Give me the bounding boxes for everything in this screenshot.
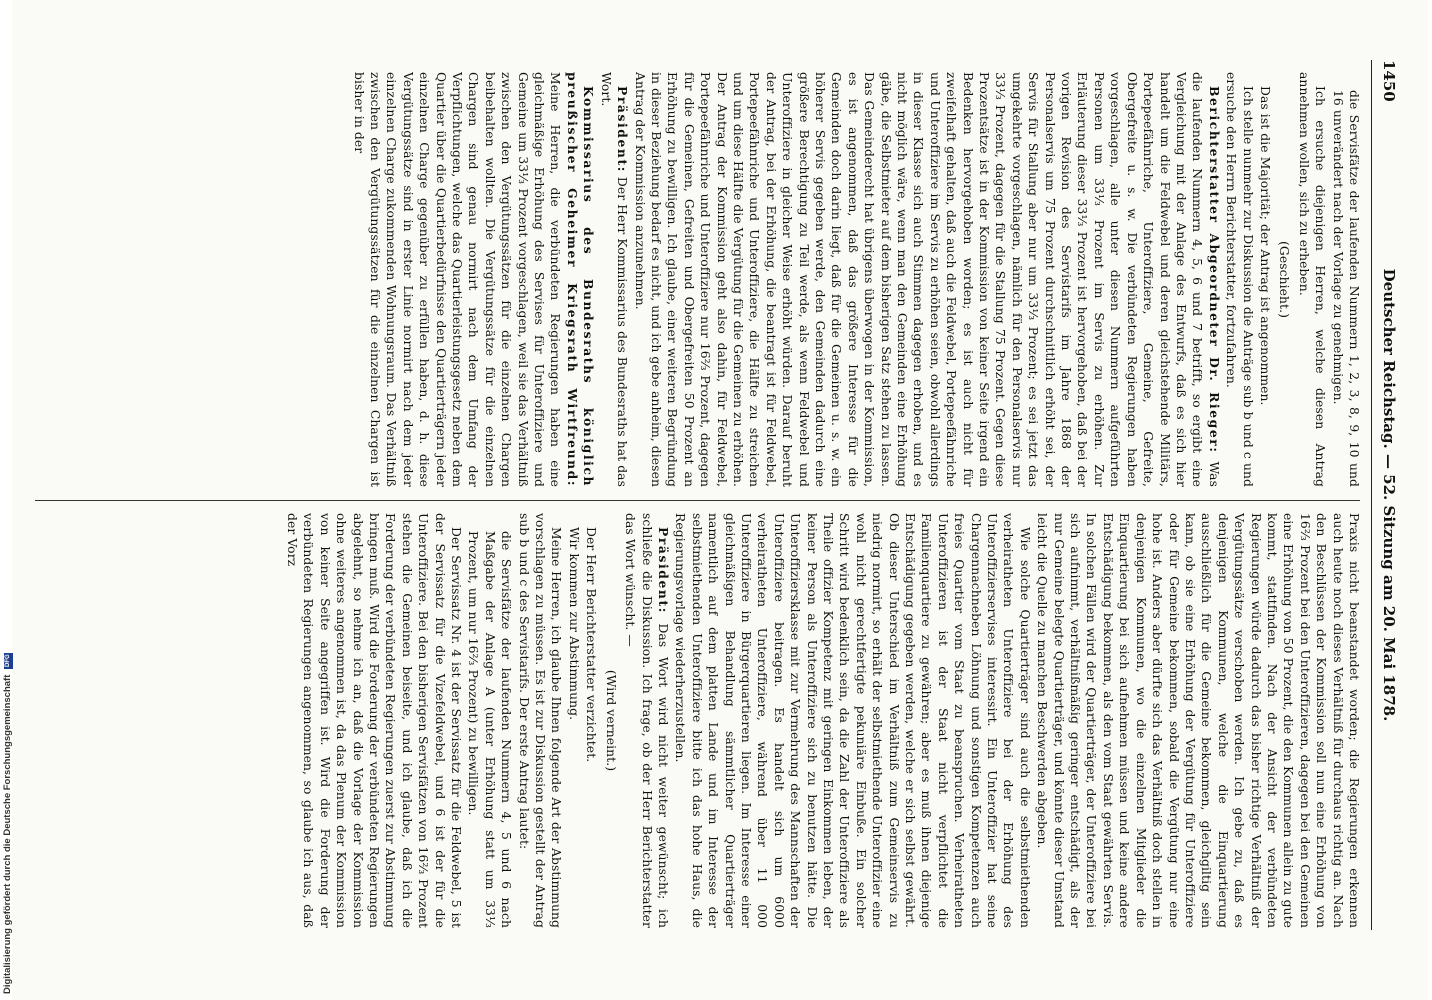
column-divider xyxy=(35,500,1360,501)
page-number: 1450 xyxy=(1380,60,1398,102)
paragraph: Ich stelle nunmehr zur Diskussion die Anträge sub b und c und ersuche den Herrn Berichterstatter, fortzufahren. xyxy=(1224,72,1255,487)
speech-paragraph xyxy=(631,72,1222,487)
speech-text: Meine Herren, die verbündeten Regierungen haben eine gleichmäßige Erhöhung des Servises für Unteroffiziere und Gemeine um 33⅓ Prozent vorgeschlagen, weil sie das Verhältniß zwischen den Vergütungssätzen für die einzelnen Chargen beibehalten wollten. Die Vergütungssätze für die einzelnen Chargen sind genau normirt nach dem Umfang der Verpflichtungen, welche das Quartierleistungsgesetz neben dem Quartier über die Quartierbedürfnisse den Quartierträgern jeder einzelnen Charge gegenüber zu erfüllen haben, d. h. diese Vergütungssätze sind in erster Linie normirt nach dem jeder einzelnen Charge zukommenden Wohnungsraum. Das Verhältniß zwischen den Vergütungssätzen für die einzelnen Chargen ist bisher in der xyxy=(351,72,563,487)
credit-text: Digitalisierung gefördert durch die Deutsche Forschungsgemeinschaft xyxy=(2,674,13,994)
paragraph: Der Servissatz Nr. 4 ist der Servissatz für die Feldwebel, 5 ist der Servissatz für die Vizefeldwebel, und 6 ist der für die Unteroffiziere. Bei den bisherigen Servisfätzen von 16⅔ Prozent stehen die Gemeinen beiseite, und ich glaube, daß ich die Forderung der verbündeten Regierungen zuerst zur Abstimmung bringen muß. Wird die Forderung der verbündeten Regierungen abgelehnt, so nehme ich an, daß die Vorlage der Kommission ohne weiteres angenommen ist, da das Plenum der Kommission von keiner Seite angegriffen ist. Wird die Forderung der verbündeten Regierungen angenommen, so glaube ich aus, daß der Vorz xyxy=(285,513,464,928)
left-column xyxy=(32,72,1362,487)
speech-text: Das Wort wird nicht weiter gewünscht; ich schließe die Diskussion. Ich frage, ob der Herr Berichterstatter das Wort wünscht. — xyxy=(623,513,670,928)
speech-paragraph xyxy=(622,513,671,928)
motion-text: die Servisfätze der laufenden Nummern 4, 5 und 6 nach Maßgabe der Anlage A (unter Erhöhung statt um 33⅓ Prozent, um nur 16⅔ Prozent) zu bewilligen. xyxy=(466,531,514,928)
paragraph: Der Herr Berichterstatter verzichtet. xyxy=(584,527,599,763)
paragraph: Wie solche Quartierträger sind auch die selbstmiethenden verheiratheten Unteroffiziere bei der Erhöhung des Unteroffizierservises interessirt. Ein Unteroffizier hat seine Chargennachneben Löhnung und sonstigen Kompetenzen auch freies Quartier vom Staat zu beanspruchen. Verheiratheten Unteroffizieren ist der Staat nicht verpflichtet die Familienquartiere zu gewähren; aber es muß ihnen diejenige Entschädigung gegeben werden, welche er sich selbst gewährt. Ob dieser Unterschied im Verhältniß zum Gemeinservis zu niedrig normirt, so erhält der selbstmiethende Unteroffizier eine wohl nicht gerechtfertigte pekuniäre Einbuße. Ein solcher Schritt wird bedenklich sein, da die Zahl der Unteroffiziere als Theile offizier Kompetenz mit geringen Einkommen leben, der keiner Person als Unteroffiziere sich zu benutzen hätte. Die Unteroffiziersklasse mit zur Vermehrung des Mannschaften der Unteroffiziere beitragen. Es handelt sich um 6000 verheiratheten Unteroffiziere, während über 11 000 Unteroffiziere in Bürgerquartieren liegen. Im Interesse einer gleichmäßigen Behandlung sämmtlicher Quartierträger namentlich auf dem platten Lande und im Interesse der selbstmiethenden Unteroffiziere bitte ich das hohe Haus, die Regierungsvorlage wiederherzustellen. xyxy=(673,513,1032,928)
speaker-label: Berichterstatter Abgeordneter Dr. Rieger: xyxy=(1206,86,1222,454)
parenthetical-note: (Wird verneint.) xyxy=(603,669,618,772)
paragraph: Wir kommen zur Abstimmung. xyxy=(566,527,581,721)
speaker-label: Präsident: xyxy=(615,86,631,173)
right-column xyxy=(32,513,1362,928)
motion-text: die Servisfätze der laufenden Nummern 1, 2, 3, 8, 9, 10 und 16 unverändert nach der Vorlage zu genehmigen. xyxy=(1330,90,1361,487)
running-header xyxy=(1372,60,1398,930)
paragraph: Meine Herren, ich glaube Ihnen folgende Art der Abstimmung vorschlagen zu müssen. Es ist zur Diskussion gestellt der Antrag sub b und c des Servistarifs. Der erste Antrag lautet: xyxy=(516,513,564,928)
running-title: Deutscher Reichstag. — 52. Sitzung am 20. Mai 1878. xyxy=(1380,268,1398,722)
speech-paragraph xyxy=(597,72,630,487)
paragraph: Das ist die Majorität; der Antrag ist angenommen. xyxy=(1257,86,1272,406)
speech-text: Der Herr Kommissarius des Bundesraths hat das Wort. xyxy=(598,72,630,487)
parenthetical-note: (Geschieht.) xyxy=(1277,241,1292,318)
speech-paragraph xyxy=(350,72,596,487)
speaker-label: Präsident: xyxy=(655,527,671,614)
speaker-label: Kommissarius des Bundesraths königlich preußischer Geheimer Kriegsrath Wirtfreund: xyxy=(564,72,597,487)
digitization-footer xyxy=(0,0,12,1000)
rotated-page-content xyxy=(12,0,1428,1000)
paragraph: Praxis nicht beanstandet worden; die Regierungen erkennen auch heute noch dieses Verhältniß für durchaus richtig an. Nach den Beschlüssen der Kommission soll nun eine Erhöhung von 16⅔ Prozent bei den Unteroffizieren, dagegen bei den Gemeinen eine Erhöhung von 50 Prozent, die den Kommunen allein zu gute kommt, stattfinden. Nach der Ansicht der verbündeten Regierungen würde dadurch das bisher richtige Verhältniß der Vergütungssätze verschoben werden. Ich gebe zu, daß es denjenigen Kommunen, welche die Einquartierung ausschließlich für die Gemeine bekommen, gleichgiltig sein kann, ob sie eine Erhöhung der Vergütung für Unteroffiziere oder für Gemeine bekommen, sobald die Vergütung nur eine hohe ist. Anders aber dürfte sich das Verhältniß doch stellen in denjenigen Kommunen, wo die einzelnen Mitglieder die Einquartierung bei sich aufnehmen müssen und keine andere Entschädigung bekommen, als den vom Staat gewährten Servis. In solchen Fällen wird der Quartierträger, der Unteroffiziere bei sich aufnimmt, verhältnißmäßig geringer entschädigt, als der nur Gemeine belegte Quartierträger, und könnte dieser Umstand leicht die Quelle zu manchen Beschwerden abgeben. xyxy=(1035,513,1361,928)
speech-text: Was die laufenden Nummern 4, 5, 6 und 7 betrifft, so ergibt eine Vergleichung mit der Anlage des Entwurfs, daß es sich hier handelt um die Feldwebel und deren gleichstehende Militärs, Portepeefähnriche, Unteroffiziere, Gemeine, Gefreite, Obergefreite u. s. w. Die verbündeten Regierungen haben vorgeschlagen, alle unter diesen Nummern aufgeführten Personen um 33⅓ Prozent im Servis zu erhöhen. Zur Erläuterung dieser 33⅓ Prozent ist hervorgehoben, daß bei der vorigen Revision des Servistarifs im Jahre 1868 der Personalservis um 75 Prozent durchschnittlich erhöht sei, der Servis für Stallung aber nur um 33⅓ Prozent; es sei jetzt das umgekehrte vorgeschlagen, nämlich für den Personalservis nur 33⅓ Prozent, dagegen für die Stallung 75 Prozent. Gegen diese Prozentsätze ist in der Kommission von keiner Seite irgend ein Bedenken hervorgehoben worden; es ist auch nicht für zweifelhaft gehalten, daß auch die Feldwebel, Portepeefähnriche und Unteroffiziere im Servis zu erhöhen seien, obwohl allerdings in dieser Klasse sich auch Stimmen dagegen erhoben, und es nicht möglich wäre, wenn man den Gemeinden eine Erhöhung gäbe, die Selbstmieter auf dem bisherigen Satz stehen zu lassen. Das Gemeinderecht hat übrigens überwogen in der Kommission, es ist angenommen, daß das größere Interesse für die Gemeinden doch darin liegt, daß für die Gemeinen u. s. w. ein höherer Servis gegeben werde, den Gemeinden dadurch eine größere Berechtigung zu Teil werde, als wenn Feldwebel und Unteroffiziere in gleicher Weise erhöht würden. Darauf beruht der Antrag, bei der Erhöhung, die beantragt ist für Feldwebel, Portepeefähnriche und Unteroffiziere, die Hälfte zu streichen und um diese Hälfte die Vergütung für die Gemeinen zu erhöhen. Der Antrag der Kommission geht also dahin, für Feldwebel, Portepeefähnriche und Unteroffiziere nur 16⅔ Prozent, dagegen für die Gemeinen, Gefreiten und Obergefreiten 50 Prozent an Erhöhung zu bewilligen. Ich glaube, einer weiteren Begründung in dieser Beziehung bedarf es nicht, und ich gebe anheim, diesen Antrag der Kommission anzunehmen. xyxy=(632,72,1221,487)
digitization-credit xyxy=(2,653,13,994)
dfg-logo-icon: DFG xyxy=(5,654,11,668)
header-rule xyxy=(1371,60,1372,930)
paragraph: Ich ersuche diejenigen Herren, welche diesen Antrag annehmen wollen, sich zu erheben. xyxy=(1296,72,1328,487)
scanned-page xyxy=(12,0,1428,1000)
